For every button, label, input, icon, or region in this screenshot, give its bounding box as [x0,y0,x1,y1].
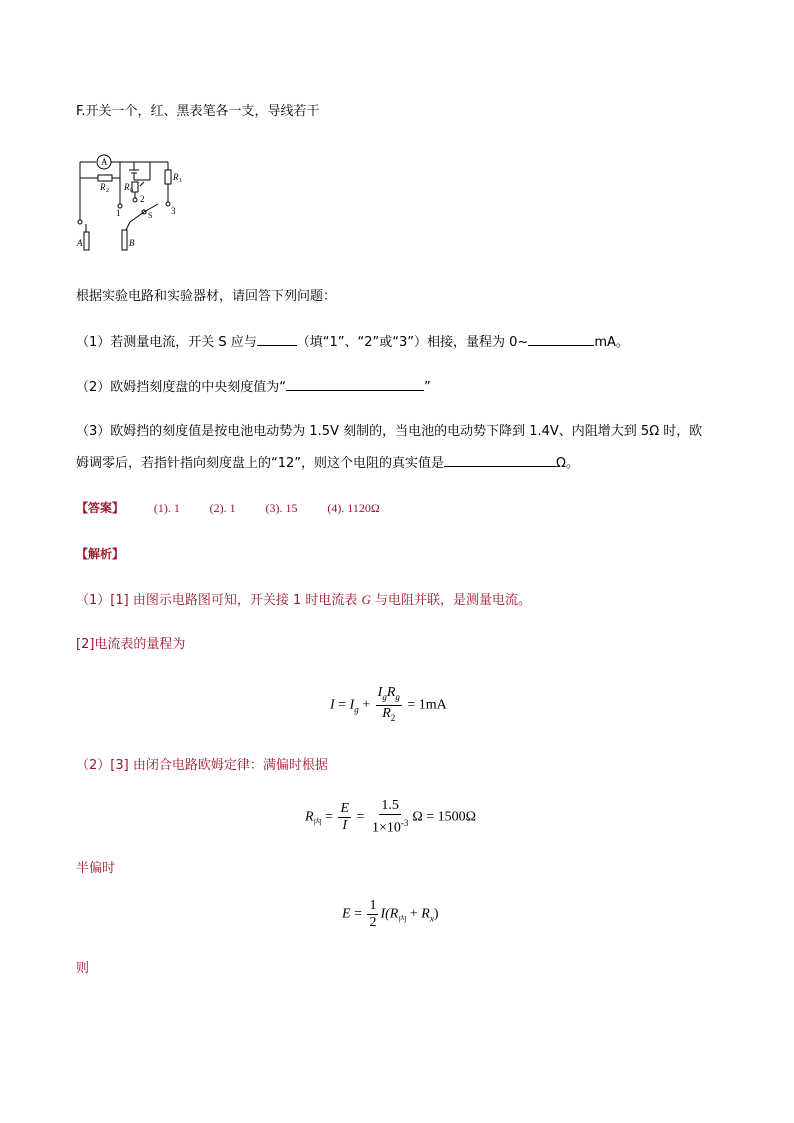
answer-item: (4). 1120Ω [327,501,380,515]
analysis-p4: 半偏时 [76,861,116,876]
answer-item: (2). 1 [209,501,236,515]
answer-item: (1). 1 [153,501,180,515]
terminal-2-label: 2 [140,194,145,204]
circuit-diagram [74,150,190,258]
terminal-1-label: 1 [116,208,121,218]
equipment-text: F.开关一个，红、黑表笔各一支，导线若干 [76,104,320,119]
analysis-label: 【解析】 [76,547,125,561]
r2-sub: 2 [106,188,109,194]
analysis-p1 [76,591,531,610]
q2-text-b: ” [424,380,431,395]
r1-sub: 1 [179,178,182,184]
q3-blank [444,453,556,467]
q3-text-a: 姆调零后，若指针指向刻度盘上的“12”，则这个电阻的真实值是 [76,456,445,471]
terminal-3-label: 3 [171,206,176,216]
q1-text-c: mA。 [594,335,629,350]
q3-text-b: Ω。 [556,456,579,471]
r0-sub: 0 [130,188,133,194]
analysis-p1-g: G [361,592,371,607]
q2-text-a: （2）欧姆挡刻度盘的中央刻度值为“ [76,380,287,395]
r0-label: R [124,182,130,192]
q1-text-b: （填“1”、“2”或“3”）相接，量程为 0~ [296,335,529,350]
probe-b-label: B [129,238,135,248]
q1-blank-switch [257,332,297,346]
q1-text-a: （1）若测量电流，开关 S 应与 [76,335,257,350]
analysis-p3: （2）[3] 由闭合电路欧姆定律：满偏时根据 [76,758,328,773]
question-1 [76,332,629,352]
probe-a-label: A [77,238,83,248]
fraction: $\frac{1.5}{1\times 10^{-3}}$ [371,798,409,836]
answer-item: (3). 15 [265,501,298,515]
analysis-p2: [2]电流表的量程为 [76,637,186,652]
question-3-line-1: （3）欧姆挡的刻度值是按电池电动势为 1.5V 刻制的，当电池的电动势下降到 1.4V、内阻增大到 5Ω 时，欧 [76,424,703,439]
fraction: $\frac{1}{2}$ [369,898,377,930]
switch-label: S [148,211,153,220]
equation-half-deflection: E = $\frac{1}{2}$ $I(R_内 + R_x)$ [342,898,439,930]
question-prompt: 根据实验电路和实验器材，请回答下列问题： [76,289,337,304]
question-3-line-2 [76,453,579,473]
fraction: $\frac{I_gR_g}{R_2}$ [377,685,400,723]
analysis-p5: 则 [76,961,90,976]
analysis-p1-b: 与电阻并联，是测量电流。 [370,593,532,608]
answer-row [76,499,380,517]
equation-current-range: $I = I_g$ + $\frac{I_gR_g}{R_2}$ = 1mA [330,685,447,726]
ammeter-label: A [101,157,108,167]
q1-blank-range [528,332,594,346]
answer-label: 【答案】 [76,501,125,515]
question-2 [76,377,431,397]
fraction: $\frac{E}{I}$ [340,800,350,833]
analysis-p1-a: （1）[1] 由图示电路图可知，开关接 1 时电流表 [76,593,362,608]
q2-blank [286,377,424,391]
r1-label: R [173,172,179,182]
r2-label: R [100,182,106,192]
equation-internal-resistance: $R_内$ = $\frac{E}{I}$ = $\frac{1.5}{1\times 10^{-3}}$ Ω = 1500Ω [305,798,477,836]
